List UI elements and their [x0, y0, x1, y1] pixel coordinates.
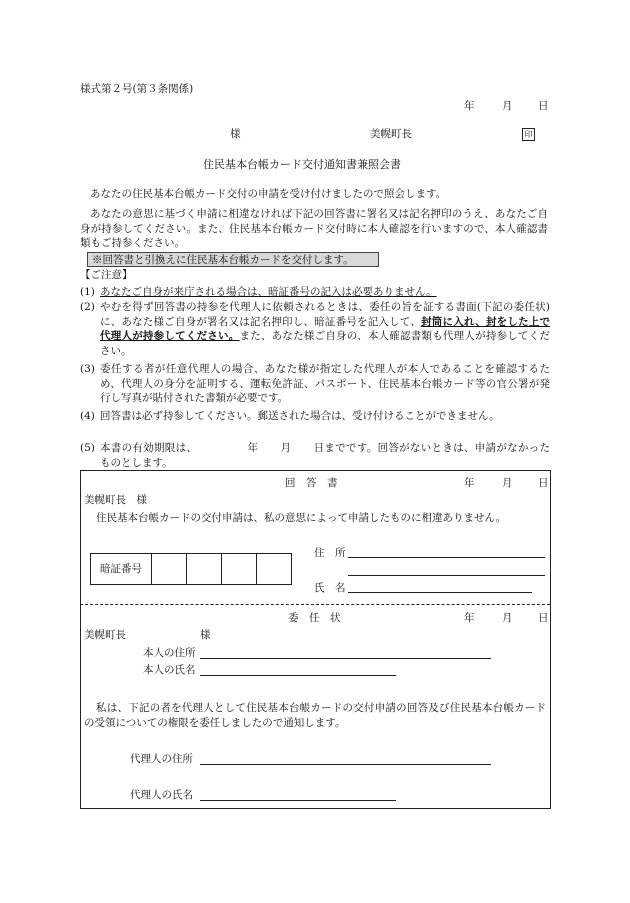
pin-label: 暗証番号	[90, 553, 152, 585]
note-3-number: (3)	[80, 363, 95, 375]
reply-address-line-1[interactable]	[348, 557, 545, 558]
proxy-statement: 私は、下記の者を代理人として住民基本台帳カードの交付申請の回答及び住民基本台帳カードの受領についての権限を委任しましたので通知します。	[84, 702, 546, 729]
agent-name-line[interactable]	[200, 800, 396, 801]
proxy-addressee-sama: 様	[200, 629, 211, 641]
reply-addressee: 美幌町長 様	[84, 494, 147, 506]
body-paragraph-2: あなたの意思に基づく申請に相違なければ下記の回答書に署名又は記名押印のうえ、あなたご自身が持参してください。また、住民基本台帳カード交付時に本人確認を行いますので、本人確認書類もご持参ください。	[80, 208, 548, 250]
principal-name-label: 本人の氏名	[143, 664, 196, 676]
reply-date-year: 年	[464, 477, 475, 489]
addressee-sama: 様	[230, 128, 241, 140]
note-5-year: 年	[247, 442, 259, 454]
principal-address-label: 本人の住所	[143, 647, 196, 659]
body-paragraph-1: あなたの住民基本台帳カード交付の申請を受け付けましたので照会します。	[90, 188, 447, 200]
note-4-number: (4)	[80, 410, 95, 422]
agent-address-line[interactable]	[200, 764, 491, 765]
reply-address-label: 住 所	[314, 547, 346, 559]
reply-address-line-2[interactable]	[348, 575, 545, 576]
note-5-text-a: 本書の有効期限は、	[100, 442, 198, 454]
agent-name-label: 代理人の氏名	[130, 789, 193, 801]
note-5-month: 月	[280, 442, 292, 454]
principal-address-line[interactable]	[200, 658, 491, 659]
note-1	[80, 285, 550, 300]
issuer: 美幌町長	[370, 128, 412, 140]
notes-heading: 【ご注意】	[80, 269, 133, 281]
note-3-text: 委任する者が任意代理人の場合、あなた様が指定した代理人が本人であることを確認するため、代理人の身分を証明する、運転免許証、パスポート、住民基本台帳カード等の官公署が発行し写真が貼付された書類が必要です。	[100, 363, 550, 405]
proxy-date-day: 日	[538, 612, 549, 624]
reply-date-day: 日	[538, 477, 549, 489]
proxy-date-month: 月	[502, 612, 513, 624]
note-5	[80, 441, 550, 470]
reply-statement: 住民基本台帳カードの交付申請は、私の意思によって申請したものに相違ありません。	[96, 512, 507, 524]
note-1-text: あなたご自身が来庁される場合は、暗証番号の記入は必要ありません。	[100, 286, 437, 298]
note-2-text-c: また、あなた様ご自身の、本人確認書類も代理人が持参してください。	[100, 330, 550, 357]
form-number: 様式第２号(第３条関係)	[80, 83, 194, 95]
note-5-number: (5)	[80, 442, 95, 454]
note-2-text-emphasis: 封筒に入れ、封をした上で代理人が持参してください。	[100, 315, 550, 343]
reply-name-label: 氏 名	[314, 582, 346, 594]
form-divider	[80, 604, 550, 605]
date-day: 日	[538, 100, 549, 112]
proxy-date-year: 年	[464, 612, 475, 624]
agent-address-label: 代理人の住所	[130, 753, 193, 765]
proxy-addressee: 美幌町長	[84, 629, 126, 641]
date-year: 年	[464, 100, 475, 112]
note-5-text-b: 日までです。回答がないときは、申請がなかったものとします。	[100, 442, 550, 469]
reply-date-month: 月	[502, 477, 513, 489]
pin-digit-2[interactable]	[186, 553, 222, 585]
reply-title: 回 答 書	[285, 477, 338, 489]
document-title: 住民基本台帳カード交付通知書兼照会書	[203, 158, 401, 171]
seal-icon: 印	[522, 128, 535, 141]
note-4	[80, 409, 550, 424]
note-4-text: 回答書は必ず持参してください。郵送された場合は、受け付けることができません。	[100, 410, 500, 422]
note-2-text-a: やむを得ず回答書の持参を代理人に依頼されるときは、委任の旨を証する書面(下記の委任状)に、あなた様ご自身が署名又は記名押印し、暗証番号を記入して、	[100, 301, 550, 328]
highlight-notice: ※回答書と引換えに住民基本台帳カードを交付します。	[87, 252, 379, 267]
principal-name-line[interactable]	[200, 675, 396, 676]
note-2	[80, 300, 550, 358]
date-month: 月	[502, 100, 513, 112]
reply-name-line[interactable]	[348, 592, 532, 593]
note-1-number: (1)	[80, 286, 95, 298]
seal-mark	[522, 127, 535, 141]
note-2-number: (2)	[80, 301, 95, 313]
pin-digit-3[interactable]	[221, 553, 257, 585]
proxy-title: 委 任 状	[288, 612, 341, 624]
pin-digit-4[interactable]	[256, 553, 292, 585]
pin-digit-1[interactable]	[151, 553, 187, 585]
note-3	[80, 362, 550, 406]
